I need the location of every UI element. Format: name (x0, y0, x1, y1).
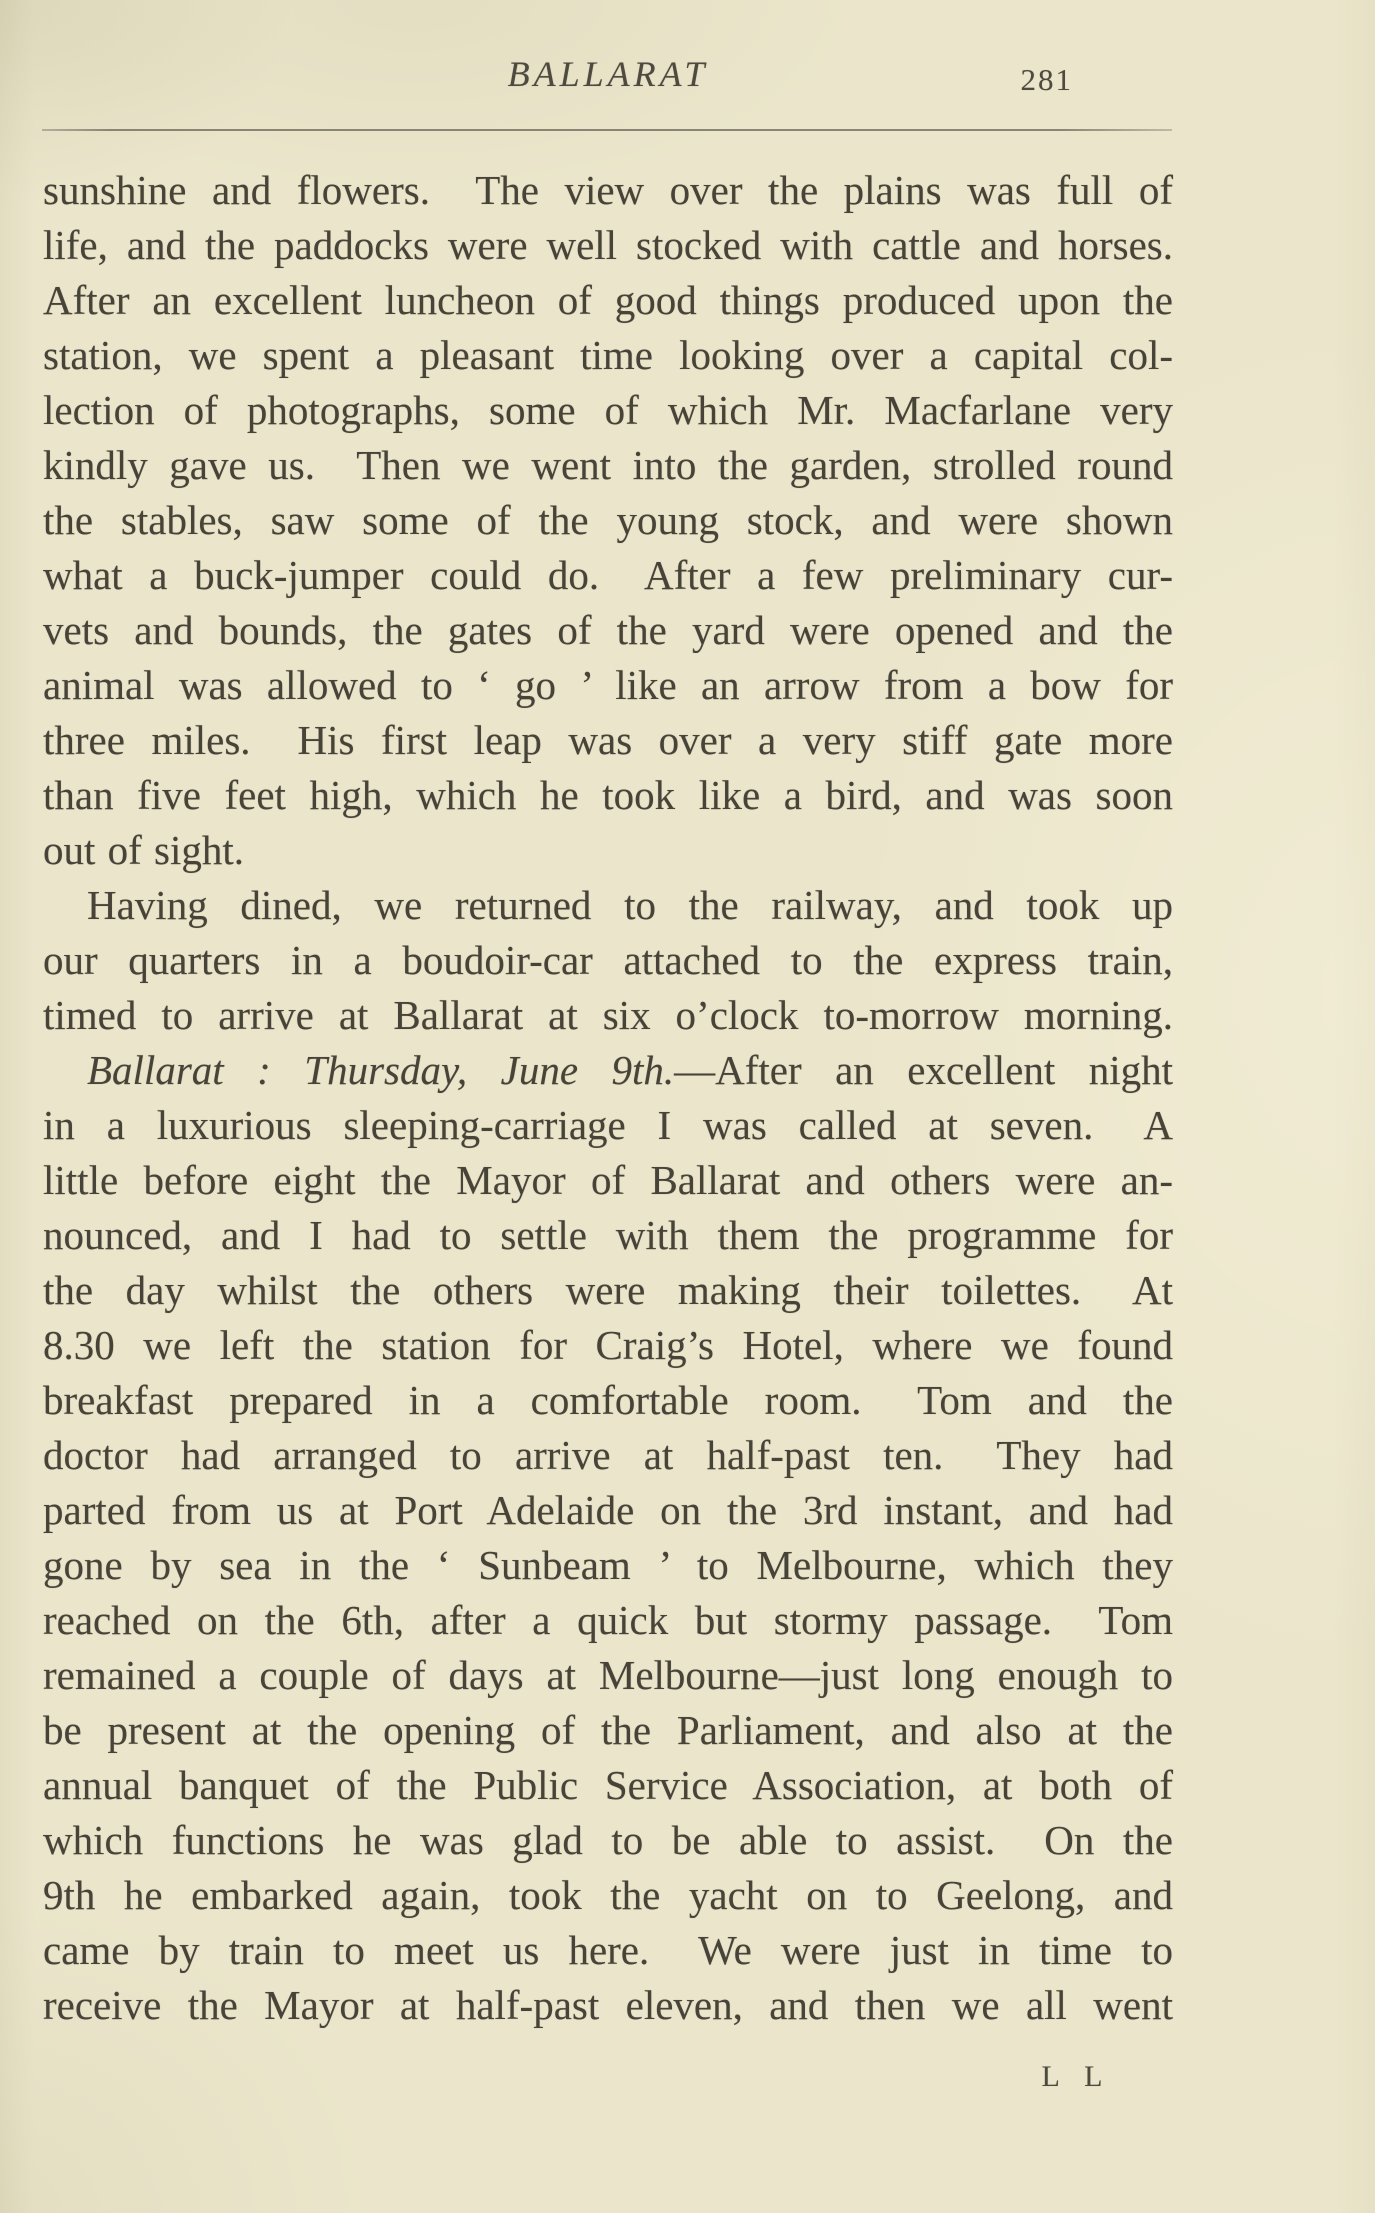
text-segment: which functions he was glad to be able to assist. On the (43, 1817, 1173, 1863)
text-segment: remained a couple of days at Melbourne—just long enough to (43, 1652, 1173, 1698)
text-line (43, 713, 1173, 768)
text-line (43, 438, 1173, 493)
text-segment: than five feet high, which he took like a bird, and was soon (43, 772, 1173, 818)
text-segment: in a luxurious sleeping-carriage I was called at seven. A (43, 1102, 1173, 1148)
text-segment: what a buck-jumper could do. After a few preliminary cur- (43, 552, 1173, 598)
text-line (43, 1373, 1173, 1428)
text-segment: kindly gave us. Then we went into the garden, strolled round (43, 442, 1173, 488)
running-title: BALLARAT (507, 54, 709, 94)
text-line (43, 493, 1173, 548)
text-line (43, 1428, 1173, 1483)
text-line (43, 1923, 1173, 1978)
text-segment: doctor had arranged to arrive at half-past ten. They had (43, 1432, 1173, 1478)
text-line (43, 823, 1173, 878)
text-segment: came by train to meet us here. We were just in time to (43, 1927, 1173, 1973)
text-line (43, 1043, 1173, 1098)
text-segment: reached on the 6th, after a quick but stormy passage. Tom (43, 1597, 1173, 1643)
italic-text-segment: Ballarat : Thursday, June 9th. (87, 1047, 675, 1093)
text-line (43, 1648, 1173, 1703)
text-segment: parted from us at Port Adelaide on the 3rd instant, and had (43, 1487, 1173, 1533)
text-segment: be present at the opening of the Parliament, and also at the (43, 1707, 1173, 1753)
text-segment: nounced, and I had to settle with them the programme for (43, 1212, 1173, 1258)
text-segment: breakfast prepared in a comfortable room. Tom and the (43, 1377, 1173, 1423)
text-segment: station, we spent a pleasant time looking over a capital col- (43, 332, 1173, 378)
text-line (43, 1263, 1173, 1318)
text-segment: life, and the paddocks were well stocked with cattle and horses. (43, 222, 1173, 268)
text-segment: 8.30 we left the station for Craig’s Hotel, where we found (43, 1322, 1173, 1368)
text-segment: little before eight the Mayor of Ballarat and others were an- (43, 1157, 1173, 1203)
text-line (43, 1098, 1173, 1153)
text-segment: Having dined, we returned to the railway, and took up (87, 882, 1173, 928)
text-line (43, 603, 1173, 658)
text-line (43, 658, 1173, 713)
text-line (43, 1813, 1173, 1868)
text-line (43, 218, 1173, 273)
text-segment: lection of photographs, some of which Mr. Macfarlane very (43, 387, 1173, 433)
text-line (43, 1483, 1173, 1538)
text-line (43, 988, 1173, 1043)
text-line (43, 1318, 1173, 1373)
header-rule (42, 129, 1172, 131)
text-line (43, 1978, 1173, 2033)
text-line (43, 383, 1173, 438)
text-segment: animal was allowed to ‘ go ’ like an arrow from a bow for (43, 662, 1173, 708)
page-header (43, 52, 1173, 102)
signature-mark: L L (1041, 2060, 1105, 2093)
text-segment: —After an excellent night (674, 1047, 1173, 1093)
text-line (43, 328, 1173, 383)
text-line (43, 1153, 1173, 1208)
text-segment: annual banquet of the Public Service Association, at both of (43, 1762, 1173, 1808)
text-segment: out of sight. (43, 827, 245, 873)
text-line (43, 273, 1173, 328)
text-line (43, 878, 1173, 933)
text-line (43, 548, 1173, 603)
text-segment: the day whilst the others were making their toilettes. At (43, 1267, 1173, 1313)
page-number: 281 (1020, 62, 1073, 97)
text-segment: the stables, saw some of the young stock, and were shown (43, 497, 1173, 543)
text-segment: receive the Mayor at half-past eleven, and then we all went (43, 1982, 1173, 2028)
text-segment: timed to arrive at Ballarat at six o’clock to-morrow morning. (43, 992, 1173, 1038)
text-segment: three miles. His first leap was over a very stiff gate more (43, 717, 1173, 763)
text-line (43, 163, 1173, 218)
body-text (43, 163, 1173, 2033)
text-line (43, 768, 1173, 823)
text-line (43, 1208, 1173, 1263)
text-line (43, 1593, 1173, 1648)
text-line (43, 933, 1173, 988)
text-segment: sunshine and flowers. The view over the plains was full of (43, 167, 1173, 213)
text-line (43, 1703, 1173, 1758)
text-segment: After an excellent luncheon of good things produced upon the (43, 277, 1173, 323)
text-line (43, 1868, 1173, 1923)
text-segment: vets and bounds, the gates of the yard were opened and the (43, 607, 1173, 653)
text-line (43, 1758, 1173, 1813)
text-line (43, 1538, 1173, 1593)
text-segment: gone by sea in the ‘ Sunbeam ’ to Melbourne, which they (43, 1542, 1173, 1588)
text-segment: 9th he embarked again, took the yacht on to Geelong, and (43, 1872, 1173, 1918)
text-segment: our quarters in a boudoir-car attached to the express train, (43, 937, 1173, 983)
